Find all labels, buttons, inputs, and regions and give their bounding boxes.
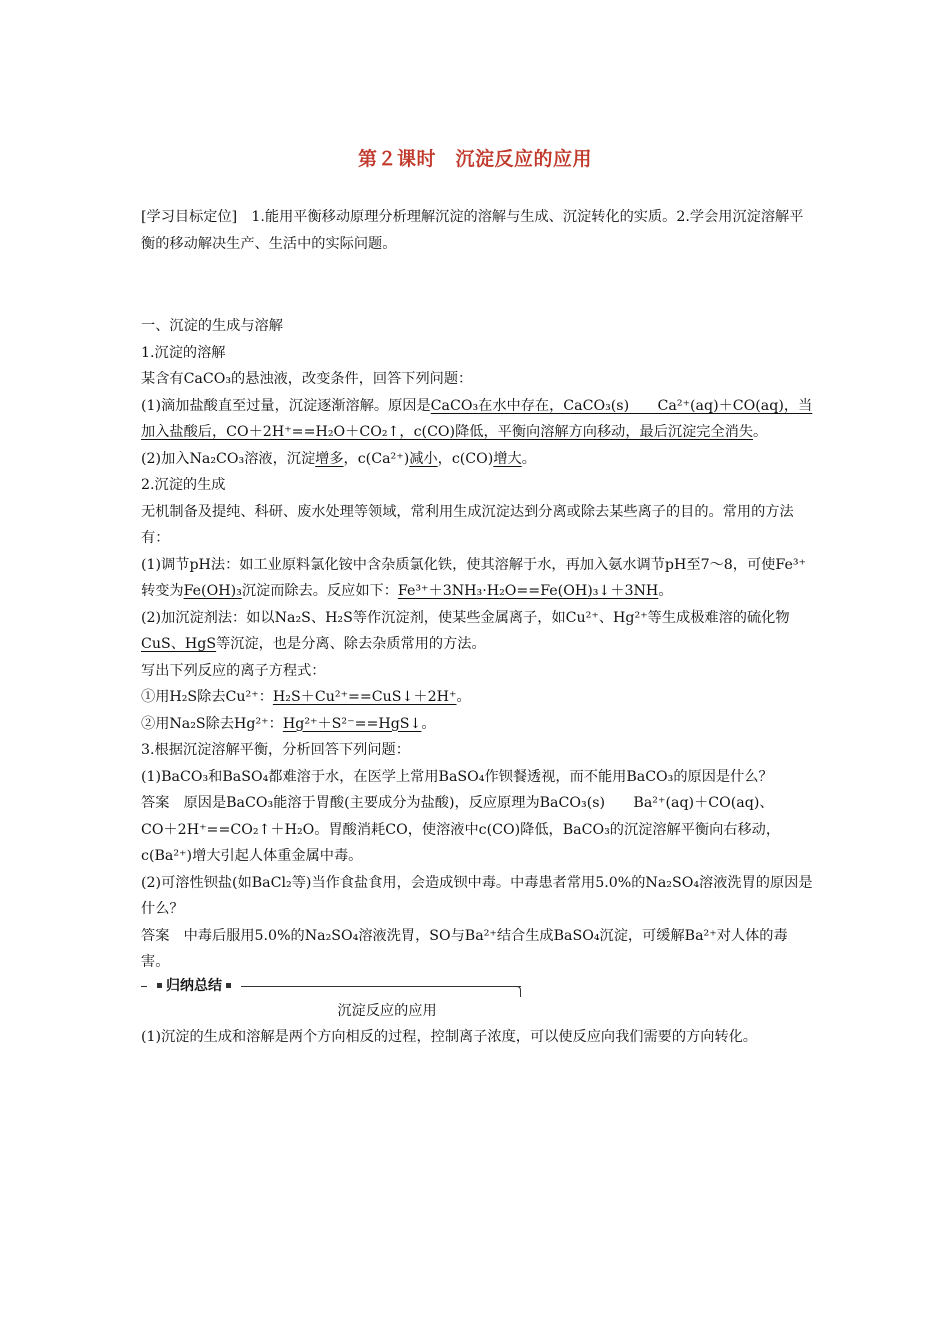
equation-1: ①用H₂S除去Cu²⁺：H₂S＋Cu²⁺==CuS↓＋2H⁺。 — [141, 689, 471, 705]
question-2: (2)加入Na₂CO₃溶液，沉淀增多，c(Ca²⁺)减小，c(CO)增大。 — [141, 450, 536, 467]
summary-paragraph: (1)沉淀的生成和溶解是两个方向相反的过程，控制离子浓度，可以使反应向我们需要的方向转化。 — [141, 1029, 757, 1045]
paragraph: 某含有CaCO₃的悬浊液，改变条件，回答下列问题： — [141, 371, 473, 387]
answer-blank: CaCO₃在水中存在，CaCO₃(s) Ca²⁺(aq)＋CO(aq)，当加入盐酸后，CO＋2H⁺==H₂O＋CO₂↑，c(CO)降低，平衡向溶解方向移动，最后沉淀完全消失 — [141, 397, 813, 440]
method-1: (1)调节pH法：如工业原料氯化铵中含杂质氯化铁，使其溶解于水，再加入氨水调节pH至7～8，可使Fe³⁺转变为Fe(OH)₃沉淀而除去。反应如下：Fe³⁺＋3NH₃·H₂O==Fe(OH)₃↓＋3NH。 — [141, 556, 807, 599]
answer-blank: 增多 — [315, 450, 344, 467]
subsection-heading: 1.沉淀的溶解 — [141, 344, 226, 361]
summary-label: 归纳总结 — [166, 977, 222, 994]
question: (2)可溶性钡盐(如BaCl₂等)当作食盐食用，会造成钡中毒。中毒患者常用5.0%的Na₂SO₄溶液洗胃的原因是什么？ — [141, 874, 813, 917]
subsection-heading: 3.根据沉淀溶解平衡，分析回答下列问题： — [141, 742, 410, 758]
answer-blank: Fe³⁺＋3NH₃·H₂O==Fe(OH)₃↓＋3NH — [397, 583, 659, 599]
answer-blank: 增大 — [493, 450, 522, 467]
paragraph: 无机制备及提纯、科研、废水处理等领域，常利用生成沉淀达到分离或除去某些离子的目的。常用的方法有： — [141, 503, 794, 546]
content-body — [141, 204, 813, 1051]
answer-blank: H₂S＋Cu²⁺==CuS↓＋2H⁺ — [272, 689, 457, 705]
answer: 答案 中毒后服用5.0%的Na₂SO₄溶液洗胃，SO与Ba²⁺结合生成BaSO₄沉淀，可缓解Ba²⁺对人体的毒害。 — [141, 927, 788, 970]
answer-blank: Fe(OH)₃ — [183, 583, 242, 599]
paragraph: 写出下列反应的离子方程式： — [141, 662, 326, 679]
objectives-text: 1.能用平衡移动原理分析理解沉淀的溶解与生成、沉淀转化的实质。2.学会用沉淀溶解平衡的移动解决生产、生活中的实际问题。 — [141, 209, 804, 252]
objectives-tag: [学习目标定位] — [141, 209, 238, 225]
answer-blank: 减小 — [409, 450, 438, 467]
answer: 答案 原因是BaCO₃能溶于胃酸(主要成分为盐酸)，反应原理为BaCO₃(s) Ba²⁺(aq)＋CO(aq)、 — [141, 795, 774, 811]
answer-blank: CuS、HgS — [141, 636, 217, 652]
learning-objectives — [141, 204, 813, 257]
summary-title: 沉淀反应的应用 — [337, 1002, 437, 1019]
question: (1)BaCO₃和BaSO₄都难溶于水，在医学上常用BaSO₄作钡餐透视，而不能用BaCO₃的原因是什么？ — [141, 768, 773, 785]
equation-2: ②用Na₂S除去Hg²⁺：Hg²⁺＋S²⁻==HgS↓。 — [141, 715, 436, 732]
method-2: (2)加沉淀剂法：如以Na₂S、H₂S等作沉淀剂，使某些金属离子，如Cu²⁺、Hg²⁺等生成极难溶的硫化物CuS、HgS等沉淀，也是分离、除去杂质常用的方法。 — [141, 609, 790, 652]
page-title: 第２课时 沉淀反应的应用 — [357, 148, 592, 170]
answer-blank: Hg²⁺＋S²⁻==HgS↓ — [282, 715, 422, 732]
question-1: (1)滴加盐酸直至过量，沉淀逐渐溶解。原因是CaCO₃在水中存在，CaCO₃(s) Ca²⁺(aq)＋CO(aq)，当加入盐酸后，CO＋2H⁺==H₂O＋CO₂↑，c(CO)降低，平衡向溶解方向移动，最后沉淀完全消失。 — [141, 397, 813, 440]
summary-header — [141, 976, 813, 998]
subsection-heading: 2.沉淀的生成 — [141, 477, 226, 493]
answer: CO＋2H⁺==CO₂↑＋H₂O。胃酸消耗CO，使溶液中c(CO)降低，BaCO₃的沉淀溶解平衡向右移动，c(Ba²⁺)增大引起人体重金属中毒。 — [141, 821, 781, 864]
section-heading: 一、沉淀的生成与溶解 — [141, 318, 283, 334]
